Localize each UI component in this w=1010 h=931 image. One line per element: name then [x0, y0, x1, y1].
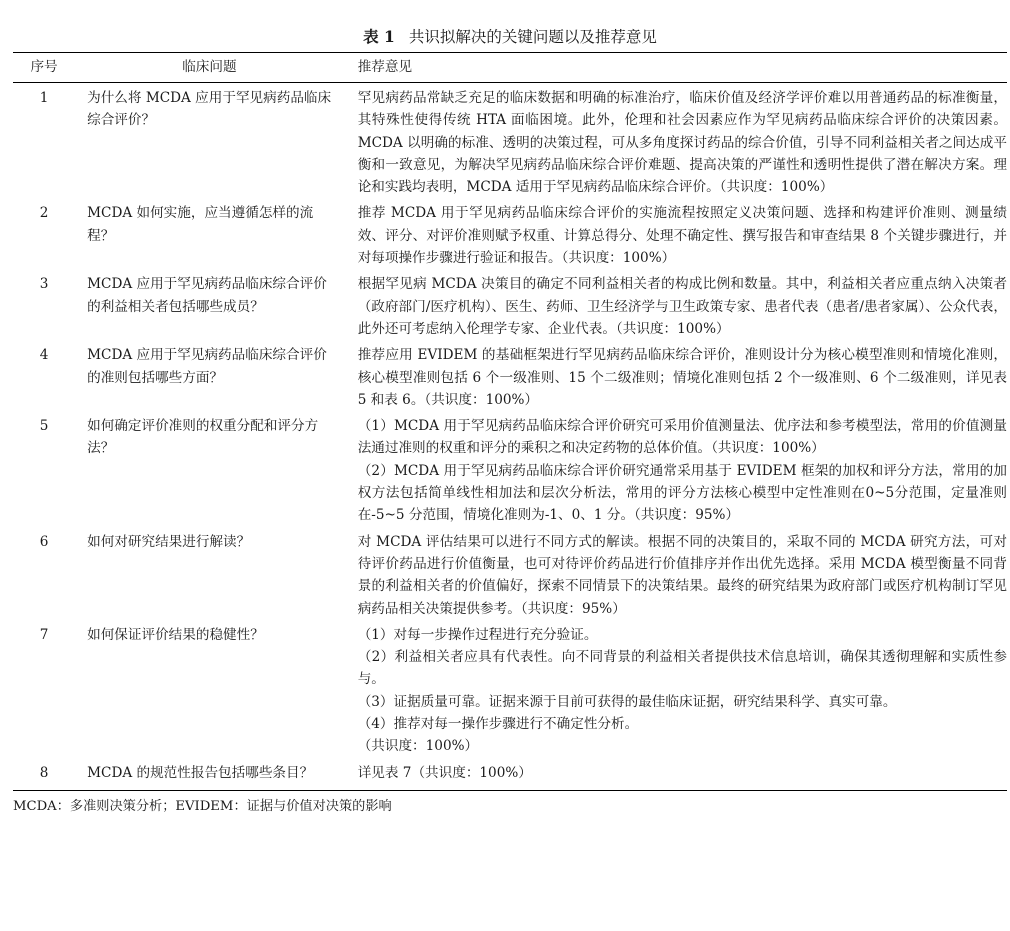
table-header-row — [13, 53, 1007, 83]
header-no: 序号 — [13, 53, 75, 83]
consensus-table — [13, 52, 1007, 791]
recommendation-paragraph: 根据罕见病 MCDA 决策目的确定不同利益相关者的构成比例和数量。其中，利益相关者应重点纳入决策者（政府部门/医疗机构）、医生、药师、卫生经济学与卫生政策专家、患者代表（患者/患者家属）、公众代表，此外还可考虑纳入伦理学专家、企业代表。（共识度：100%） — [357, 276, 1007, 337]
recommendation-paragraph: 推荐应用 EVIDEM 的基础框架进行罕见病药品临床综合评价，准则设计分为核心模型准则和情境化准则，核心模型准则包括 6 个一级准则、15 个二级准则；情境化准则包括 2 个一级准则、6 个二级准则，详见表 5 和表 6。（共识度：100%） — [357, 347, 1007, 408]
clinical-question-cell — [75, 624, 358, 762]
table-row — [13, 344, 1007, 415]
table-row — [13, 202, 1007, 273]
recommendation-cell — [358, 624, 1007, 762]
row-number: 4 — [39, 347, 49, 364]
recommendation-cell — [358, 83, 1007, 203]
recommendation-paragraph: （2）MCDA 用于罕见病药品临床综合评价研究通常采用基于 EVIDEM 框架的加权和评分方法，常用的加权方法包括简单线性相加法和层次分析法，常用的评分方法核心模型中定性准则在0~5分范围，定量准则在-5~5 分范围，情境化准则为-1、0、1 分。（共识度：95%） — [357, 462, 1007, 524]
recommendation-paragraph: 对 MCDA 评估结果可以进行不同方式的解读。根据不同的决策目的，采取不同的 MCDA 研究方法，可对待评价药品进行价值衡量，也可对待评价药品进行价值排序并作出优先选择。采用 MCDA 模型衡量不同背景的利益相关者的价值偏好，探索不同情景下的决策结果。最终的研究结果为政府部门或医疗机构制订罕见病药品相关决策提供参考。（共识度：95%） — [357, 533, 1007, 617]
row-number: 2 — [39, 205, 49, 222]
clinical-question: 为什么将 MCDA 应用于罕见病药品临床综合评价？ — [87, 90, 332, 129]
table-row — [13, 83, 1007, 203]
table-title-text: 共识拟解决的关键问题以及推荐意见 — [408, 28, 657, 46]
table-number: 表 1 — [363, 27, 395, 46]
clinical-question-cell — [75, 344, 358, 415]
row-number: 3 — [39, 276, 49, 293]
clinical-question-cell — [75, 415, 358, 530]
clinical-question-cell — [75, 83, 358, 203]
clinical-question-cell — [75, 531, 358, 624]
recommendation-cell — [358, 344, 1007, 415]
recommendation-paragraph: 罕见病药品常缺乏充足的临床数据和明确的标准治疗，临床价值及经济学评价难以用普通药品的标准衡量，其特殊性使得传统 HTA 面临困境。此外，伦理和社会因素应作为罕见病药品临床综合评价的决策因素。MCDA 以明确的标准、透明的决策过程，可从多角度探讨药品的综合价值，引导不同利益相关者之间达成平衡和一致意见，为解决罕见病药品临床综合评价难题、提高决策的严谨性和透明性提供了潜在解决方案。理论和实践均表明，MCDA 适用于罕见病药品临床综合评价。（共识度：100%） — [357, 90, 1007, 196]
recommendation-paragraph: （1）MCDA 用于罕见病药品临床综合评价研究可采用价值测量法、优序法和参考模型法，常用的价值测量法通过准则的权重和评分的乘积之和决定药物的总体价值。（共识度：100%） — [357, 418, 1007, 457]
row-number: 1 — [39, 90, 49, 106]
table-footnote: MCDA：多准则决策分析；EVIDEM：证据与价值对决策的影响 — [13, 798, 392, 814]
row-number: 6 — [39, 533, 49, 550]
recommendation-cell — [358, 415, 1007, 530]
recommendation-cell — [358, 762, 1007, 791]
clinical-question: MCDA 的规范性报告包括哪些条目？ — [87, 764, 314, 781]
row-number: 8 — [13, 762, 75, 791]
table-row — [13, 415, 1007, 530]
clinical-question: MCDA 应用于罕见病药品临床综合评价的准则包括哪些方面？ — [87, 347, 327, 386]
recommendation-cell — [358, 202, 1007, 273]
recommendation-paragraph: （1）对每一步操作过程进行充分验证。 — [357, 626, 598, 643]
recommendation-paragraph: 详见表 7（共识度：100%） — [357, 764, 532, 781]
header-question: 临床问题 — [75, 53, 358, 83]
document — [13, 22, 1007, 817]
table-row — [13, 273, 1007, 344]
clinical-question-cell — [75, 273, 358, 344]
row-number: 5 — [39, 418, 49, 435]
table-body — [13, 83, 1007, 791]
clinical-question-cell — [75, 762, 358, 791]
recommendation-paragraph: 推荐 MCDA 用于罕见病药品临床综合评价的实施流程按照定义决策问题、选择和构建评价准则、测量绩效、评分、对评价准则赋予权重、计算总得分、处理不确定性、撰写报告和审查结果 8 个关键步骤进行，并对每项操作步骤进行验证和报告。（共识度：100%） — [357, 205, 1007, 267]
table-row — [13, 762, 1007, 791]
row-number: 7 — [39, 626, 49, 643]
recommendation-paragraph: （4）推荐对每一操作步骤进行不确定性分析。 — [357, 716, 639, 733]
header-recommendation: 推荐意见 — [358, 53, 1007, 83]
clinical-question: MCDA 应用于罕见病药品临床综合评价的利益相关者包括哪些成员？ — [87, 276, 327, 315]
clinical-question: 如何对研究结果进行解读？ — [87, 533, 251, 550]
recommendation-paragraph: （2）利益相关者应具有代表性。向不同背景的利益相关者提供技术信息培训，确保其透彻理解和实质性参与。 — [357, 649, 1007, 688]
clinical-question: 如何保证评价结果的稳健性？ — [87, 626, 264, 643]
recommendation-cell — [358, 531, 1007, 624]
table-row — [13, 624, 1007, 762]
clinical-question-cell — [75, 202, 358, 273]
recommendation-cell — [358, 273, 1007, 344]
table-row — [13, 531, 1007, 624]
table-title — [13, 22, 1007, 52]
recommendation-paragraph: （共识度：100%） — [357, 738, 479, 755]
clinical-question: 如何确定评价准则的权重分配和评分方法？ — [87, 418, 319, 457]
recommendation-paragraph: （3）证据质量可靠。证据来源于目前可获得的最佳临床证据，研究结果科学、真实可靠。 — [357, 693, 897, 710]
clinical-question: MCDA 如何实施，应当遵循怎样的流程？ — [87, 205, 314, 244]
